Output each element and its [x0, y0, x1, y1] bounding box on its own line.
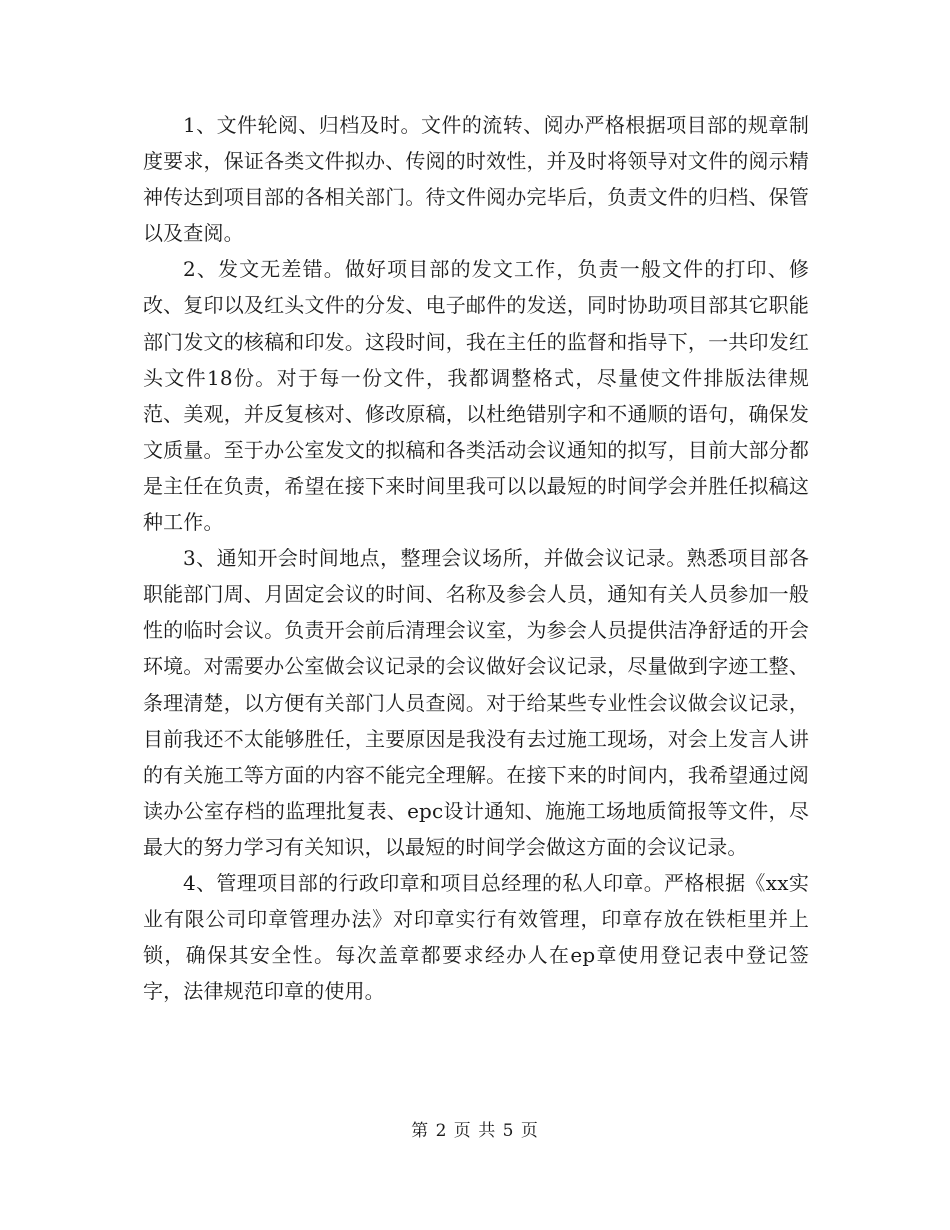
paragraph-document-issuing: 2、发文无差错。做好项目部的发文工作，负责一般文件的打印、修改、复印以及红头文件的分发、电子邮件的发送，同时协助项目部其它职能部门发文的核稿和印发。这段时间，我在主任的监督和指导下，一共印发红头文件18份。对于每一份文件，我都调整格式，尽量使文件排版法律规范、美观，并反复核对、修改原稿，以杜绝错别字和不通顺的语句，确保发文质量。至于办公室发文的拟稿和各类活动会议通知的拟写，目前大部分都是主任在负责，希望在接下来时间里我可以以最短的时间学会并胜任拟稿这种工作。	[143, 257, 809, 535]
paragraph-seal-management: 4、管理项目部的行政印章和项目总经理的私人印章。严格根据《xx实业有限公司印章管理办法》对印章实行有效管理，印章存放在铁柜里并上锁，确保其安全性。每次盖章都要求经办人在ep章使用登记表中登记签字，法律规范印章的使用。	[143, 870, 809, 1004]
page-number-footer: 第 2 页 共 5 页	[411, 1121, 539, 1141]
document-body	[143, 107, 809, 1009]
paragraph-meeting-notice: 3、通知开会时间地点，整理会议场所，并做会议记录。熟悉项目部各职能部门周、月固定会议的时间、名称及参会人员，通知有关人员参加一般性的临时会议。负责开会前后清理会议室，为参会人员提供洁净舒适的开会环境。对需要办公室做会议记录的会议做好会议记录，尽量做到字迹工整、条理清楚，以方便有关部门人员查阅。对于给某些专业性会议做会议记录，目前我还不太能够胜任，主要原因是我没有去过施工现场，对会上发言人讲的有关施工等方面的内容不能完全理解。在接下来的时间内，我希望通过阅读办公室存档的监理批复表、epc设计通知、施施工场地质简报等文件，尽最大的努力学习有关知识，以最短的时间学会做这方面的会议记录。	[143, 546, 809, 859]
paragraph-file-circulation: 1、文件轮阅、归档及时。文件的流转、阅办严格根据项目部的规章制度要求，保证各类文件拟办、传阅的时效性，并及时将领导对文件的阅示精神传达到项目部的各相关部门。待文件阅办完毕后，负责文件的归档、保管以及查阅。	[143, 113, 809, 246]
